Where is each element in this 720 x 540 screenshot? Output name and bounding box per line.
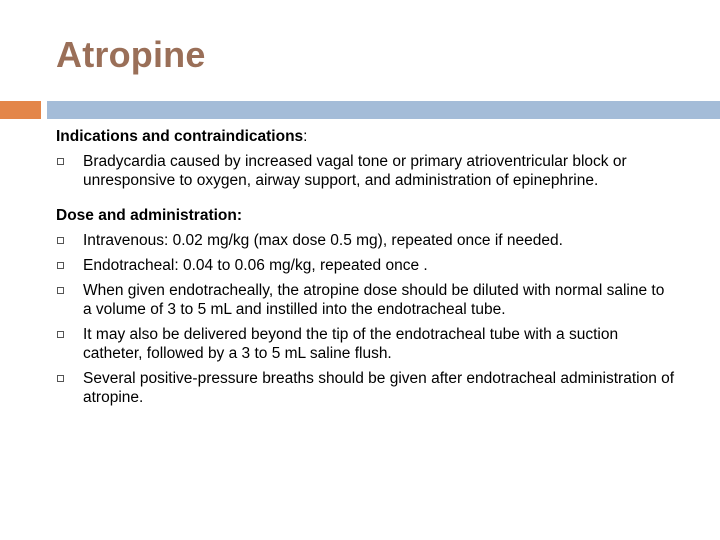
square-bullet-icon [57, 237, 64, 244]
list-item-text: When given endotracheally, the atropine dose should be diluted with normal saline to a volume of 3 to 5 mL and instilled into the endotracheal tube. [83, 282, 665, 318]
list-item [56, 369, 676, 407]
accent-bar [0, 101, 41, 119]
section-heading-indications-text: Indications and contraindications [56, 128, 304, 145]
list-item-text: Bradycardia caused by increased vagal tone or primary atrioventricular block or unresponsive to oxygen, airway support, and administration of epinephrine. [83, 153, 627, 189]
list-item [56, 152, 676, 190]
square-bullet-icon [57, 331, 64, 338]
square-bullet-icon [57, 375, 64, 382]
title-underline-bar [47, 101, 720, 119]
square-bullet-icon [57, 287, 64, 294]
square-bullet-icon [57, 158, 64, 165]
indications-list [56, 152, 676, 190]
list-item [56, 281, 676, 319]
list-item-text: Endotracheal: 0.04 to 0.06 mg/kg, repeated once . [83, 257, 428, 274]
section-heading-indications-colon: : [303, 128, 308, 145]
section-spacer [56, 190, 676, 206]
list-item-text: It may also be delivered beyond the tip of the endotracheal tube with a suction catheter, followed by a 3 to 5 mL saline flush. [83, 326, 619, 362]
list-item-text: Intravenous: 0.02 mg/kg (max dose 0.5 mg), repeated once if needed. [83, 232, 563, 249]
list-item-text: Several positive-pressure breaths should be given after endotracheal administration of atropine. [83, 370, 675, 406]
list-item [56, 231, 676, 250]
slide-content [56, 127, 676, 407]
section-heading-indications [56, 127, 676, 146]
list-item [56, 325, 676, 363]
dose-list [56, 231, 676, 407]
slide-title: Atropine [56, 34, 206, 75]
list-item [56, 256, 676, 275]
section-heading-dose: Dose and administration: [56, 207, 243, 224]
square-bullet-icon [57, 262, 64, 269]
